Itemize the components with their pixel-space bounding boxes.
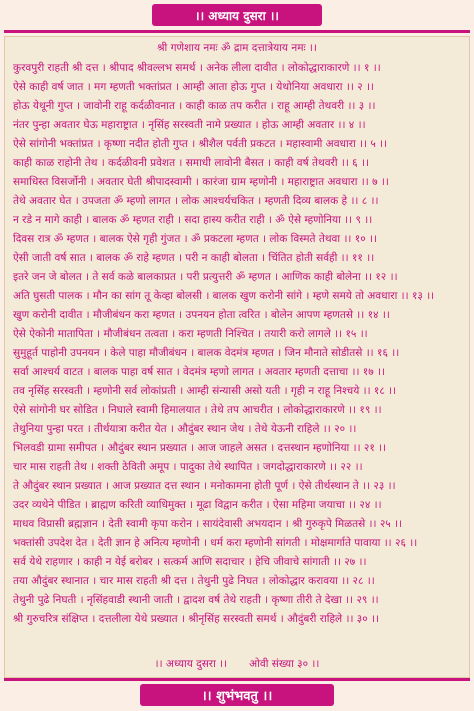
verse-line: काही काळ राहोनी तेथ । कर्दळीवनी प्रवेशत । समाधी लावोनी बैसत । काही वर्ष तेथवरी ।। ६ ।। bbox=[13, 157, 369, 169]
verse-line: भक्तांसी उपदेश देत । देती ज्ञान हे अनित्य म्हणोनी । धर्म करा म्हणोनी सांगती । मोक्षमार्गाते पावाया ।। २६ ।। bbox=[13, 537, 418, 549]
verse-line: तया औदुंबर स्थानात । चार मास राहती श्री दत्त । तेथुनी पुढे निघत । लोकोद्धार करावया ।। २८ ।। bbox=[13, 575, 375, 587]
verse-line: समाधिस्त विसर्जोनी । अवतार घेती श्रीपादस्वामी । कारंजा ग्राम म्हणोनी । महाराष्ट्रात अवधारा ।। ७ ।। bbox=[13, 176, 389, 188]
verse-line: श्री गुरुचरित्र संक्षिप्त । दत्तलीला येथे प्रख्यात । श्रीनृसिंह सरस्वती समर्थ । औदुंबरी राहिले ।। ३० ।। bbox=[13, 613, 380, 625]
verse-line: ऐसे सांगोनी घर सोडित । निघाले स्वामी हिमालयात । तेथे तप आचरीत । लोकोद्धाराकारणे ।। १९ ।। bbox=[13, 404, 382, 416]
verse-line: इतरे जन जे बोलत । ते सर्व कळे बालकाप्रत । परी प्रत्युत्तरी ॐ म्हणत । आणिक काही बोलेना ।। १२ ।। bbox=[13, 271, 398, 283]
verse-line: ऐसे ऐकोनी मातापिता । मौजीबंधन तत्वता । करा म्हणती निश्चित । तयारी करो लागले ।। १५ ।। bbox=[13, 328, 368, 340]
verse-line: सुमुहूर्त पाहोनी उपनयन । केले पाहा मौजीबंधन । बालक वेदमंत्र म्हणत । जिन मौनाते सोडीतसे ।। १६ ।। bbox=[13, 347, 400, 359]
verse-line: सर्व येथे राहणार । काही न येई बरोबर । सत्कर्म आणि सदाचार । हेचि जीवाचे सांगाती ।। २७ ।। bbox=[13, 556, 367, 568]
verse-line: तेथे अवतार घेत । उपजता ॐ म्हणो लागत । लोक आश्चर्यचकित । म्हणती दिव्य बालक हे ।। ८ ।। bbox=[13, 195, 379, 207]
footer-divider bbox=[4, 678, 470, 681]
invocation-line: श्री गणेशाय नमः ॐ द्राम दत्तात्रेयाय नमः ।। bbox=[157, 42, 317, 54]
verse-line: दिवस रात्र ॐ म्हणत । बालक ऐसे गृही गुंजत । ॐ प्रकटला म्हणत । लोक विस्मते तेथवा ।। १० ।। bbox=[13, 233, 377, 245]
verse-line: उदर व्यथेने पीडित । ब्राह्मण करिती व्याधिमुक्त । मूढा विद्वान करीत । ऐसा महिमा जयाचा ।। २४ ।। bbox=[13, 499, 382, 511]
verse-line: माधव विप्रासी ब्रह्मज्ञान । देती स्वामी कृपा करोन । सायंदेवासी अभयदान । श्री गुरुकृपे मिळतसे ।। २५ ।। bbox=[13, 518, 403, 530]
verse-line: तेथुनी पुढे निघती । नृसिंहवाडी स्थानी जाती । द्वादश वर्ष तेथे राहती । कृष्णा तीरी ते देखा ।। २९ ।। bbox=[13, 594, 379, 606]
verse-line: अति घुसती पालक । मौन का सांग तू केव्हा बोलसी । बालक खुण करोनी सांगे । म्हणे समये तो अवधारा ।। १३ ।। bbox=[13, 290, 435, 302]
verse-line: ऐसी जाती वर्ष सात । बालक ॐ राहे म्हणत । परी न काही बोलता । चिंतित होती सर्वही ।। ११ ।। bbox=[13, 252, 375, 264]
endnote-chapter: ।। अध्याय दुसरा ।। bbox=[154, 658, 228, 670]
verse-line: ते औदुंबर स्थान प्रख्यात । आज प्रख्यात दत्त स्थान । मनोकामना होती पूर्ण । ऐसे तीर्थस्थान ते ।। २३ ।। bbox=[13, 480, 396, 492]
benediction-text: ।। शुभंभवतु ।। bbox=[201, 689, 273, 704]
verse-line: न रडे न मागे काही । बालक ॐ म्हणत राही । सदा हास्य करीत राही । ॐ ऐसे म्हणोनिया ।। ९ ।। bbox=[13, 214, 373, 226]
verse-line: तेथुनिया पुन्हा परत । तीर्थयात्रा करीत येत । औदुंबर स्थान जेथ । तेथे येऊनी राहिले ।। २० ।। bbox=[13, 423, 357, 435]
verse-line: तव नृसिंह सरस्वती । म्हणोनी सर्व लोकांप्रती । आम्ही संन्यासी असो यती । गृही न राहू निश्चये ।। १८ ।। bbox=[13, 385, 397, 397]
benediction-banner bbox=[140, 684, 334, 706]
chapter-endnote bbox=[5, 657, 469, 675]
verse-panel bbox=[4, 36, 470, 678]
verse-line: चार मास राहती तेथ । शक्ती ठेविती अमूप । पादुका तेथे स्थापित । जगदोद्धाराकारणे ।। २२ ।। bbox=[13, 461, 363, 473]
chapter-title-banner bbox=[152, 4, 322, 26]
verse-line: खुण करोनी दावीत । मौजीबंधन करा म्हणत । उपनयन होता त्वरित । बोलेन आपण म्हणतसे ।। १४ ।। bbox=[13, 309, 390, 321]
verse-line: नंतर पुन्हा अवतार घेऊ महाराष्ट्रात । नृसिंह सरस्वती नामे प्रख्यात । होऊ आम्ही अवतार ।। ४ ।। bbox=[13, 119, 366, 131]
verse-line: होऊ येथूनी गुप्त । जावोनी राहू कर्दळीवनात । काही काळ तप करीत । राहू आम्ही तेथवरी ।। ३ ।। bbox=[13, 100, 376, 112]
verse-line: सर्वा आश्चर्य वाटत । बालक पाहा वर्ष सात । वेदमंत्र म्हणो लागत । अवतार म्हणती दत्ताचा ।। १७ ।। bbox=[13, 366, 385, 378]
verse-line: ऐसे सांगोनी भक्तांप्रत । कृष्णा नदीत होती गुप्त । श्रीशैल पर्वती प्रकटत । महास्वामी अवधारा ।। ५ ।। bbox=[13, 138, 388, 150]
endnote-verse-count: ओवी संख्या ३० ।। bbox=[249, 658, 320, 670]
verse-line: कुरवपुरी राहती श्री दत्त । श्रीपाद श्रीवल्लभ समर्थ । अनेक लीला दावीत । लोकोद्धाराकारणे ।। १ ।। bbox=[13, 62, 381, 74]
verse-line: ऐसे काही वर्ष जात । मग म्हणती भक्तांप्रत । आम्ही आता होऊ गुप्त । येथोनिया अवधारा ।। २ ।। bbox=[13, 81, 374, 93]
chapter-title: ।। अध्याय दुसरा ।। bbox=[195, 8, 279, 23]
verse-line: भिलवडी ग्रामा समीपत । औदुंबर स्थान प्रख्यात । आज जाहले असत । दत्तस्थान म्हणोनिया ।। २१ ।। bbox=[13, 442, 387, 454]
header-divider bbox=[4, 30, 470, 33]
